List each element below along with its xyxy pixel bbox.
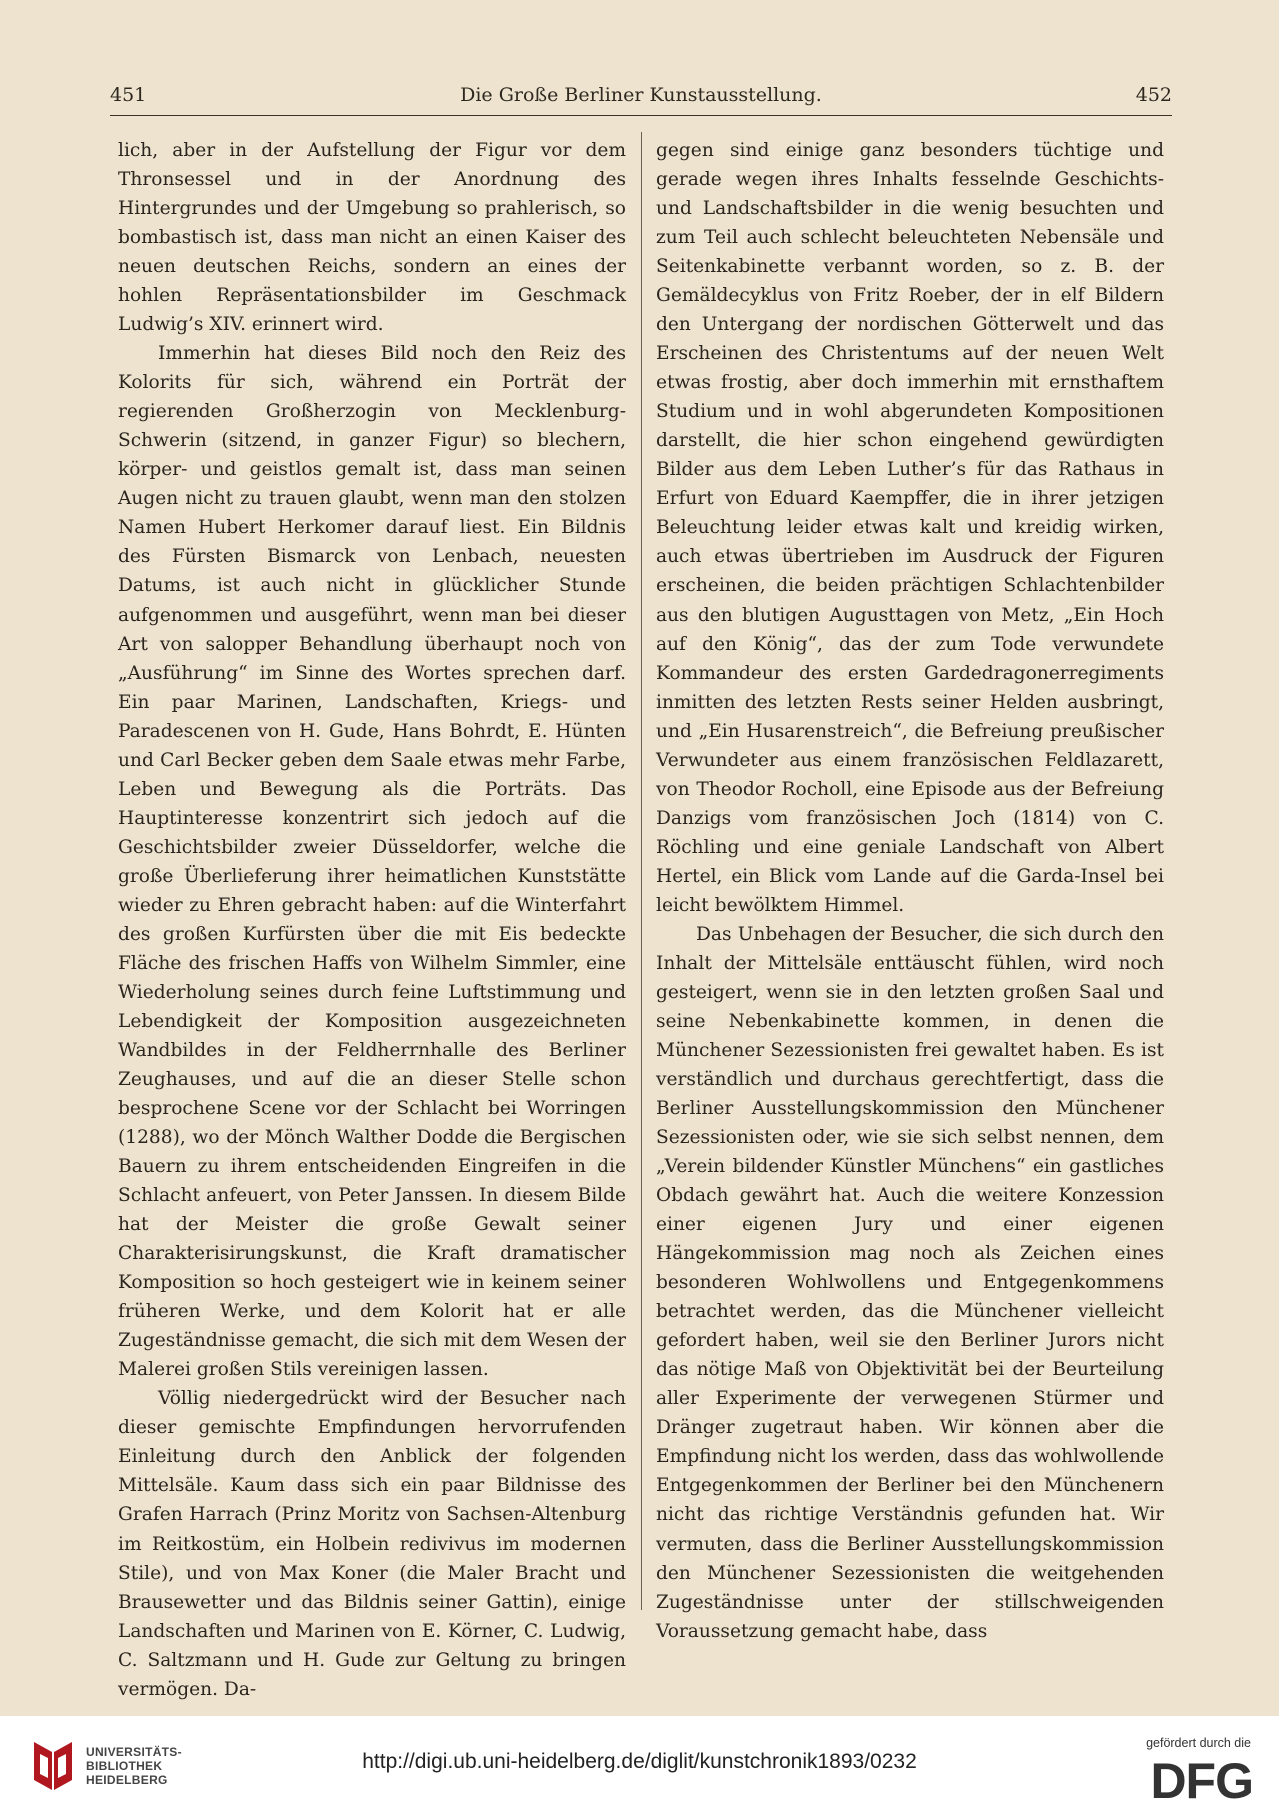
permalink-url[interactable]: http://digi.ub.uni-heidelberg.de/diglit/kunstchronik1893/0232	[362, 1750, 917, 1773]
left-paragraph-3: Völlig niedergedrückt wird der Besucher nach dieser gemischte Empfindungen hervorrufenden Einleitung durch den Anblick der folgenden Mittelsäle. Kaum dass sich ein paar Bildnisse des Grafen Harrach (Prinz Moritz von Sachsen-Altenburg im Reitkostüm, ein Holbein redivivus im modernen Stile), und von Max Koner (die Maler Bracht und Brausewetter und das Bildnis seiner Gattin), einige Landschaften und Marinen von E. Körner, C. Ludwig, C. Saltzmann und H. Gude zur Geltung zu bringen vermögen. Da-	[118, 1388, 626, 1700]
right-column	[656, 136, 1164, 1646]
running-head	[110, 84, 1172, 114]
left-paragraph-1: lich, aber in der Aufstellung der Figur vor dem Thronsessel und in der Anordnung des Hintergrundes und der Umgebung so prahlerisch, so bombastisch ist, dass man nicht an einen Kaiser des neuen deutschen Reichs, sondern an eines der hohlen Repräsentationsbilder im Geschmack Ludwig’s XIV. erinnert wird.	[118, 140, 626, 336]
page-number-left: 451	[110, 84, 147, 106]
viewer-footer	[0, 1716, 1279, 1816]
right-paragraph-1: gegen sind einige ganz besonders tüchtige und gerade wegen ihres Inhalts fesselnde Geschichts- und Landschaftsbilder in die wenig besuchten und zum Teil auch schlecht beleuchteten Nebensäle und Seitenkabinette verbannt worden, so z. B. der Gemäldecyklus von Fritz Roeber, der in elf Bildern den Untergang der nordischen Götterwelt und das Erscheinen des Christentums auf der neuen Welt etwas frostig, aber doch immerhin mit ernsthaftem Studium und in wohl abgerundeten Kompositionen darstellt, die hier schon eingehend gewürdigten Bilder aus dem Leben Luther’s für das Rathaus in Erfurt von Eduard Kaempffer, die in ihrer jetzigen Beleuchtung leider etwas kalt und kreidig wirken, auch etwas übertrieben im Ausdruck der Figuren erscheinen, die beiden prächtigen Schlachtenbilder aus den blutigen Augusttagen von Metz, „Ein Hoch auf den König“, das der zum Tode verwundete Kommandeur des ersten Gardedragonerregiments inmitten des letzten Rests seiner Helden ausbringt, und „Ein Husarenstreich“, die Befreiung preußischer Verwundeter aus einem französischen Feldlazarett, von Theodor Rocholl, eine Episode aus der Befreiung Danzigs vom französischen Joch (1814) von C. Röchling und eine geniale Landschaft von Albert Hertel, ein Blick vom Lande auf die Garda-Insel bei leicht bewölktem Himmel.	[656, 140, 1164, 916]
left-column	[118, 136, 626, 1704]
dfg-logo: DFG	[1150, 1753, 1253, 1809]
column-divider	[641, 132, 642, 1610]
funding-caption: gefördert durch die	[1146, 1736, 1251, 1750]
library-name-line-2: BIBLIOTHEK	[86, 1759, 163, 1773]
page-number-right: 452	[1135, 84, 1172, 106]
library-name-line-1: UNIVERSITÄTS-	[86, 1745, 182, 1759]
header-rule	[110, 115, 1172, 116]
left-paragraph-2: Immerhin hat dieses Bild noch den Reiz des Kolorits für sich, während ein Porträt der regierenden Großherzogin von Mecklenburg-Schwerin (sitzend, in ganzer Figur) so blechern, körper- und geistlos gemalt ist, dass man seinen Augen nicht zu trauen glaubt, wenn man den stolzen Namen Hubert Herkomer darauf liest. Ein Bildnis des Fürsten Bismarck von Lenbach, neuesten Datums, ist auch nicht in glücklicher Stunde aufgenommen und ausgeführt, wenn man bei dieser Art von salopper Behandlung überhaupt noch von „Ausführung“ im Sinne des Wortes sprechen darf. Ein paar Marinen, Landschaften, Kriegs- und Paradescenen von H. Gude, Hans Bohrdt, E. Hünten und Carl Becker geben dem Saale etwas mehr Farbe, Leben und Bewegung als die Porträts. Das Hauptinteresse konzentrirt sich jedoch auf die Geschichtsbilder zweier Düsseldorfer, welche die große Überlieferung ihrer heimatlichen Kunststätte wieder zu Ehren gebracht haben: auf die Winterfahrt des großen Kurfürsten über die mit Eis bedeckte Fläche des frischen Haffs von Wilhelm Simmler, eine Wiederholung seines durch feine Luftstimmung und Lebendigkeit der Komposition ausgezeichneten Wandbildes in der Feldherrnhalle des Berliner Zeughauses, und auf die an dieser Stelle schon besprochene Scene vor der Schlacht bei Worringen (1288), wo der Mönch Walther Dodde die Bergischen Bauern zu ihrem entscheidenden Eingreifen in die Schlacht anfeuert, von Peter Janssen. In diesem Bilde hat der Meister die große Gewalt seiner Charakterisirungskunst, die Kraft dramatischer Komposition so hoch gesteigert wie in keinem seiner früheren Werke, und dem Kolorit hat er alle Zugeständnisse gemacht, die sich mit dem Wesen der Malerei großen Stils vereinigen lassen.	[118, 343, 626, 1381]
running-title: Die Große Berliner Kunstausstellung.	[460, 84, 822, 106]
library-name-line-3: HEIDELBERG	[86, 1773, 168, 1787]
right-paragraph-2: Das Unbehagen der Besucher, die sich durch den Inhalt der Mittelsäle enttäuscht fühlen, wird noch gesteigert, wenn sie in den letzten großen Saal und seine Nebenkabinette kommen, in denen die Münchener Sezessionisten frei gewaltet haben. Es ist verständlich und durchaus gerechtfertigt, dass die Berliner Ausstellungskommission den Münchener Sezessionisten oder, wie sie sich selbst nennen, dem „Verein bildender Künstler Münchens“ ein gastliches Obdach gewährt hat. Auch die weitere Konzession einer eigenen Jury und einer eigenen Hängekommission mag noch als Zeichen eines besonderen Wohlwollens und Entgegenkommens betrachtet werden, das die Münchener vielleicht gefordert haben, weil sie den Berliner Jurors nicht das nötige Maß von Objektivität bei der Beurteilung aller Experimente der verwegenen Stürmer und Dränger zugetraut haben. Wir können aber die Empfindung nicht los werden, dass das wohlwollende Entgegenkommen der Berliner bei den Münchenern nicht das richtige Verständnis gefunden hat. Wir vermuten, dass die Berliner Ausstellungskommission den Münchener Sezessionisten die weitgehenden Zugeständnisse unter der stillschweigenden Voraussetzung gemacht habe, dass	[656, 923, 1164, 1642]
